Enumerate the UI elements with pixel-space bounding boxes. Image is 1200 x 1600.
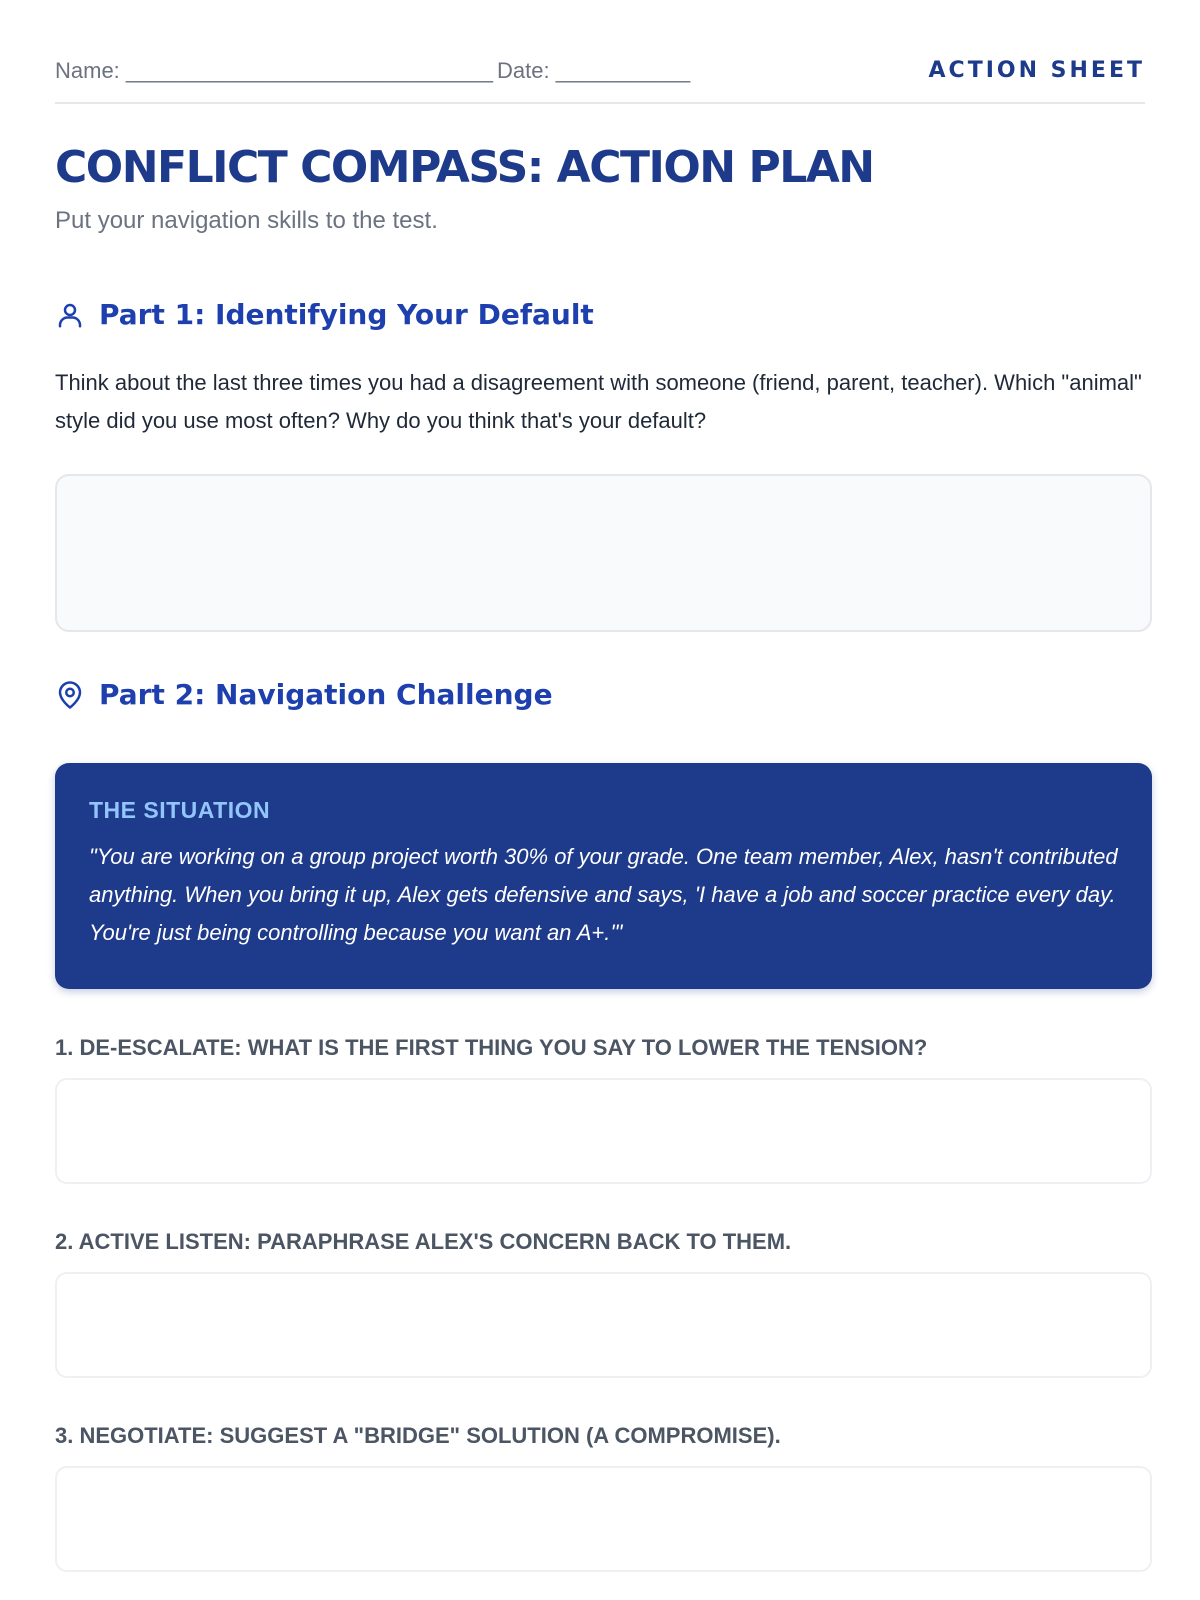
name-field[interactable]: Name: ______________________________ — [55, 58, 493, 83]
part1-heading — [55, 298, 594, 331]
date-field[interactable]: Date: ___________ — [497, 58, 691, 83]
question-3-answer-box[interactable] — [55, 1466, 1152, 1572]
question-2-answer-box[interactable] — [55, 1272, 1152, 1378]
part2-heading — [55, 678, 553, 711]
part2-title: Part 2: Navigation Challenge — [99, 678, 553, 711]
map-pin-icon — [55, 680, 85, 710]
question-3: 3. NEGOTIATE: SUGGEST A "BRIDGE" SOLUTION (A COMPROMISE). — [55, 1423, 781, 1448]
part1-prompt: Think about the last three times you had a disagreement with someone (friend, parent, teacher). Which "animal" style did you use most often? Why do you think that's your default? — [55, 370, 1142, 433]
question-2: 2. ACTIVE LISTEN: PARAPHRASE ALEX'S CONCERN BACK TO THEM. — [55, 1229, 792, 1254]
sheet-tag: ACTION SHEET — [928, 58, 1145, 83]
worksheet-header — [55, 54, 1145, 104]
situation-text: "You are working on a group project worth 30% of your grade. One team member, Alex, hasn't contributed anything. When you bring it up, Alex gets defensive and says, 'I have a job and soccer practice every day. You're just being controlling because you want an A+.'" — [89, 844, 1118, 945]
question-1-answer-box[interactable] — [55, 1078, 1152, 1184]
page-subtitle: Put your navigation skills to the test. — [55, 207, 438, 234]
page-title: CONFLICT COMPASS: ACTION PLAN — [55, 142, 874, 193]
situation-card — [55, 763, 1152, 989]
user-icon — [55, 300, 85, 330]
part1-answer-box[interactable] — [55, 474, 1152, 632]
situation-label: THE SITUATION — [89, 797, 271, 823]
part1-title: Part 1: Identifying Your Default — [99, 298, 594, 331]
question-1: 1. DE-ESCALATE: WHAT IS THE FIRST THING YOU SAY TO LOWER THE TENSION? — [55, 1035, 928, 1060]
